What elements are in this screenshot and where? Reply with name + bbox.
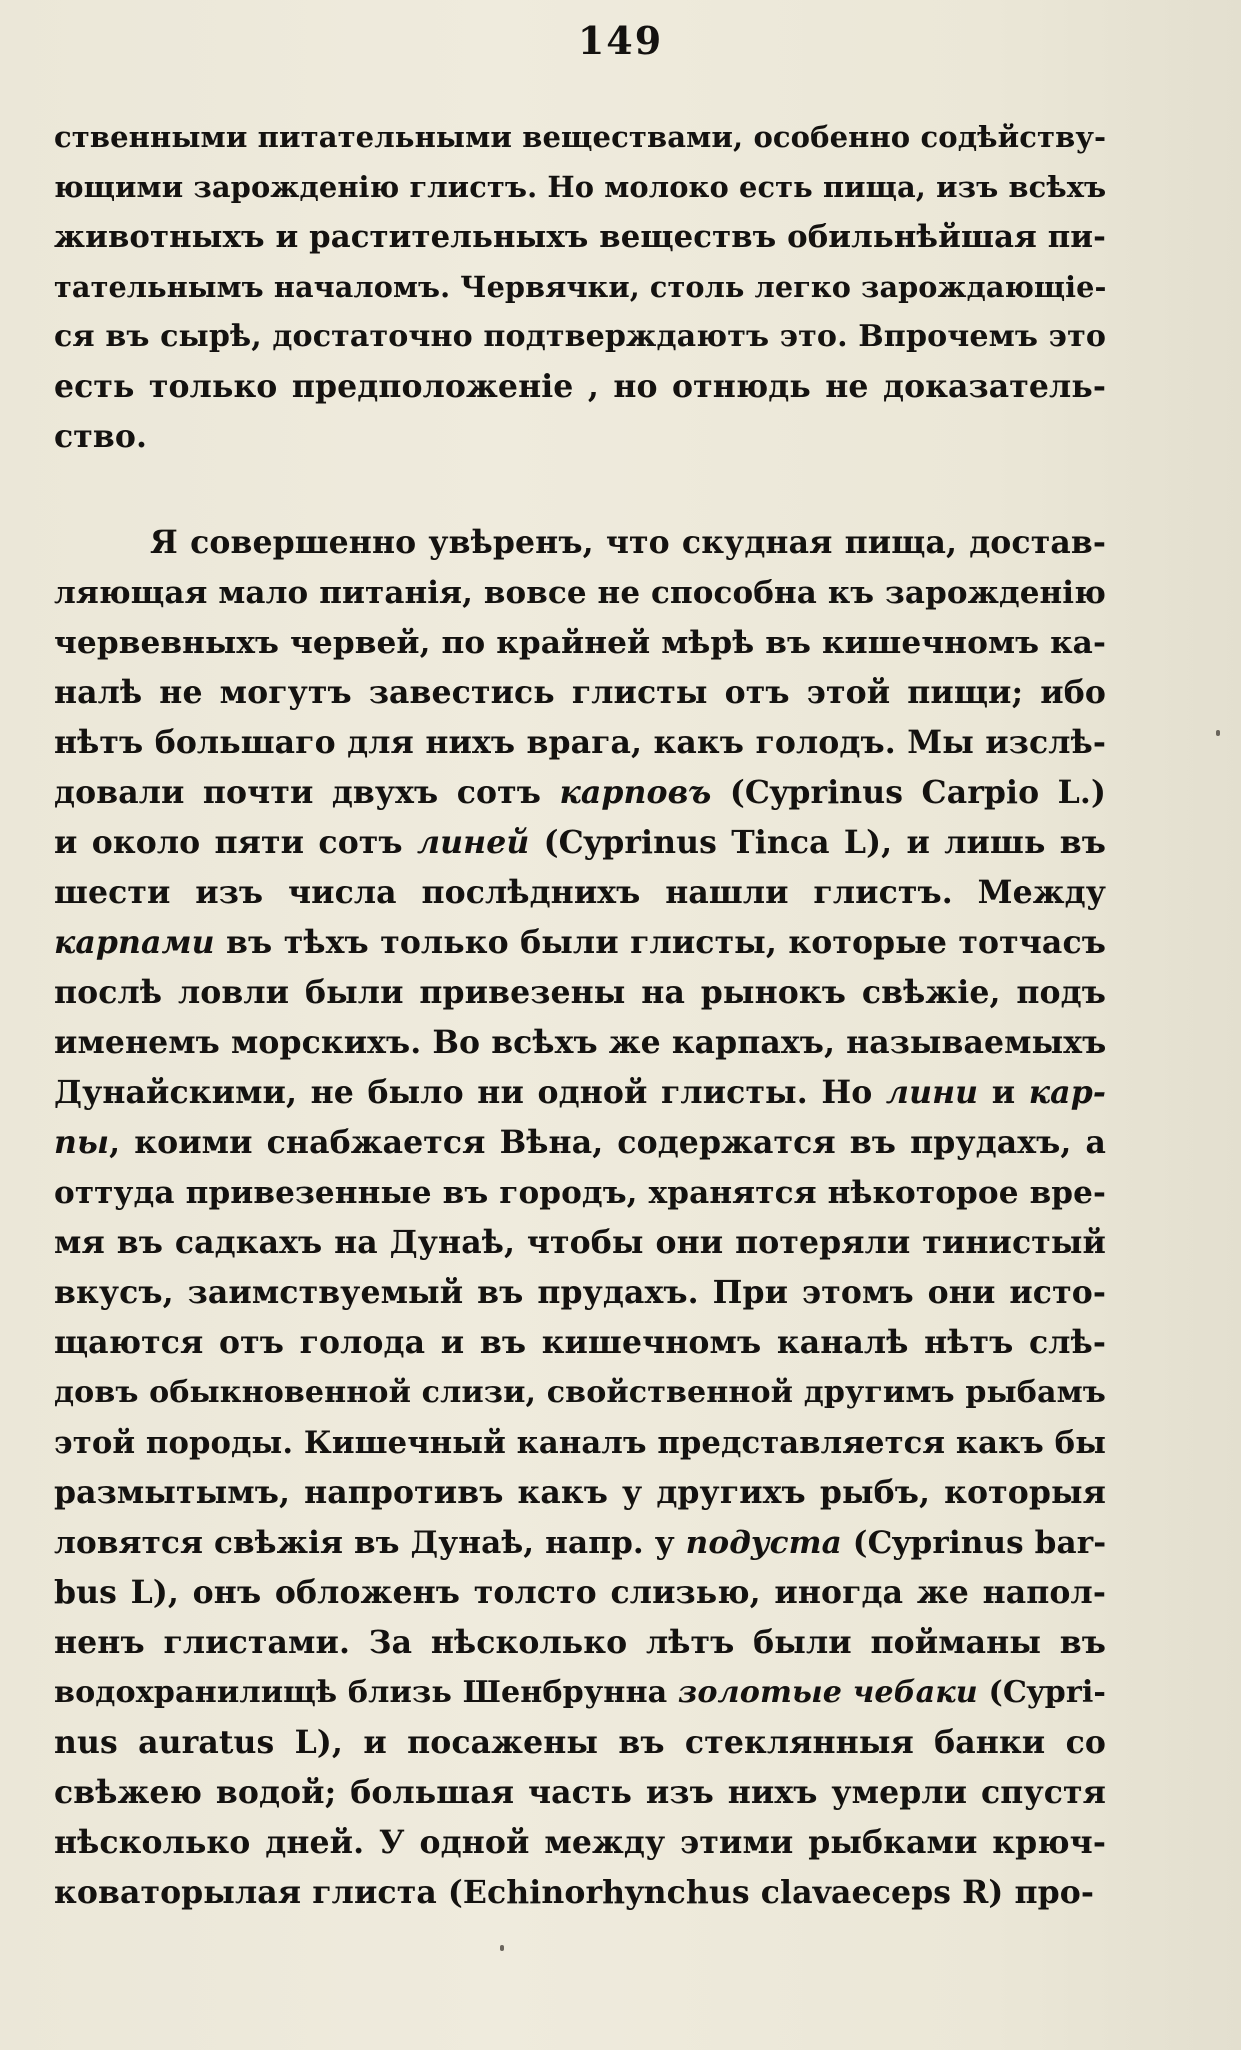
text-run: bus L), онъ обложенъ толсто слизью, иногда же напол- — [54, 1574, 1106, 1611]
text-run: коваторылая глиста (Echinorhynchus clavaeceps R) про- — [54, 1874, 1095, 1911]
text-line — [54, 518, 1106, 568]
text-line — [54, 918, 1106, 968]
text-line — [54, 868, 1106, 918]
text-run: ство. — [54, 418, 148, 455]
text-line — [54, 1518, 1106, 1568]
text-run: размытымъ, напротивъ какъ у другихъ рыбъ, которыя — [54, 1474, 1106, 1511]
text-line — [54, 1218, 1106, 1268]
text-line — [54, 312, 1106, 362]
text-run: Я совершенно увѣренъ, что скудная пища, достав- — [150, 524, 1106, 561]
text-line — [54, 1118, 1106, 1168]
text-run: ловятся свѣжія въ Дунаѣ, напр. у — [54, 1525, 686, 1561]
text-line — [54, 1718, 1106, 1768]
text-run: червевныхъ червей, по крайней мѣрѣ въ кишечномъ ка- — [54, 625, 1106, 661]
text-run: и — [978, 1074, 1029, 1111]
text-line — [54, 568, 1106, 618]
text-run: этой породы. Кишечный каналъ представляется какъ бы — [54, 1425, 1106, 1461]
text-line — [54, 1318, 1106, 1368]
text-run: , коими снабжается Вѣна, содержатся въ прудахъ, а — [109, 1124, 1106, 1161]
text-run: nus auratus L), и посажены въ стеклянныя банки со — [54, 1724, 1106, 1761]
text-line — [54, 968, 1106, 1018]
italic-term: кар- — [1028, 1074, 1106, 1111]
text-line — [54, 162, 1106, 212]
text-run: тательнымъ началомъ. Червячки, столь легко зарождающіе- — [54, 270, 1107, 304]
text-line — [54, 1268, 1106, 1318]
text-line — [54, 1368, 1106, 1418]
text-run: послѣ ловли были привезены на рынокъ свѣжіе, подъ — [54, 974, 1106, 1011]
text-run: нѣтъ большаго для нихъ врага, какъ голодъ. Мы изслѣ- — [54, 724, 1106, 761]
text-run: ющими зарожденію глистъ. Но молоко есть пища, изъ всѣхъ — [54, 170, 1107, 204]
text-run: (Cyprinus Carpio L.) — [711, 774, 1106, 811]
text-line — [54, 112, 1106, 162]
text-run: довъ обыкновенной слизи, свойственной другимъ рыбамъ — [54, 1375, 1106, 1410]
text-run: налѣ не могутъ завестись глисты отъ этой пищи; ибо — [54, 674, 1106, 711]
paper-speck — [1216, 730, 1220, 736]
page-number: 149 — [577, 18, 664, 63]
text-run: именемъ морскихъ. Во всѣхъ же карпахъ, называемыхъ — [54, 1024, 1107, 1061]
text-line — [54, 1418, 1106, 1468]
text-run: шести изъ числа послѣднихъ нашли глистъ. Между — [54, 874, 1106, 911]
text-run: мя въ садкахъ на Дунаѣ, чтобы они потеряли тинистый — [54, 1224, 1106, 1261]
paragraph-2 — [54, 518, 1106, 1918]
text-line — [54, 1768, 1106, 1818]
text-line — [54, 818, 1106, 868]
text-line — [54, 1818, 1106, 1868]
text-line — [54, 768, 1106, 818]
text-line — [54, 1018, 1106, 1068]
text-line — [54, 1068, 1106, 1118]
text-run: оттуда привезенные въ городъ, хранятся нѣкоторое вре- — [54, 1175, 1106, 1211]
text-run: щаются отъ голода и въ кишечномъ каналѣ нѣтъ слѣ- — [54, 1324, 1106, 1361]
text-line — [54, 212, 1106, 262]
text-run: ляющая мало питанія, вовсе не способна къ зарожденію — [54, 575, 1106, 611]
italic-term: лини — [885, 1074, 979, 1111]
italic-term: карповъ — [559, 774, 712, 811]
text-line — [54, 718, 1106, 768]
paragraph-1 — [54, 112, 1106, 462]
text-run: нѣсколько дней. У одной между этими рыбками крюч- — [54, 1824, 1106, 1861]
italic-term: пы — [54, 1124, 110, 1161]
text-line — [54, 1868, 1106, 1918]
text-run: водохранилищѣ близь Шенбрунна — [54, 1675, 678, 1710]
text-line — [54, 1668, 1106, 1718]
italic-term: золотые чебаки — [677, 1675, 978, 1710]
text-line — [54, 262, 1106, 312]
italic-term: линей — [416, 824, 530, 861]
text-run: (Cyprinus Tinca L), и лишь въ — [529, 824, 1106, 861]
text-line — [54, 668, 1106, 718]
text-line — [54, 362, 1106, 412]
text-line — [54, 1568, 1106, 1618]
text-run: вкусъ, заимствуемый въ прудахъ. При этомъ они исто- — [54, 1274, 1106, 1311]
text-line — [54, 1468, 1106, 1518]
text-run: ственными питательными веществами, особенно содѣйству- — [54, 120, 1107, 154]
text-run: (Cypri- — [977, 1675, 1107, 1710]
text-run: животныхъ и растительныхъ веществъ обильнѣйшая пи- — [54, 219, 1106, 255]
text-line — [54, 1168, 1106, 1218]
text-run: ся въ сырѣ, достаточно подтверждаютъ это. Впрочемъ это — [54, 319, 1106, 354]
text-run: ненъ глистами. За нѣсколько лѣтъ были пойманы въ — [54, 1624, 1106, 1661]
text-run: Дунайскими, не было ни одной глисты. Но — [54, 1074, 886, 1111]
italic-term: карпами — [54, 924, 215, 961]
text-run: (Cyprinus bar- — [841, 1525, 1107, 1561]
text-run: свѣжею водой; большая часть изъ нихъ умерли спустя — [54, 1774, 1106, 1811]
text-line — [54, 412, 1106, 462]
text-line — [54, 618, 1106, 668]
italic-term: подуста — [685, 1525, 842, 1561]
paper-speck — [500, 1945, 504, 1951]
text-line — [54, 1618, 1106, 1668]
text-run: и около пяти сотъ — [54, 824, 417, 861]
text-run: есть только предположеніе , но отнюдь не доказатель- — [54, 368, 1106, 405]
text-run: въ тѣхъ только были глисты, которые тотчасъ — [214, 924, 1106, 961]
text-run: довали почти двухъ сотъ — [54, 774, 560, 811]
